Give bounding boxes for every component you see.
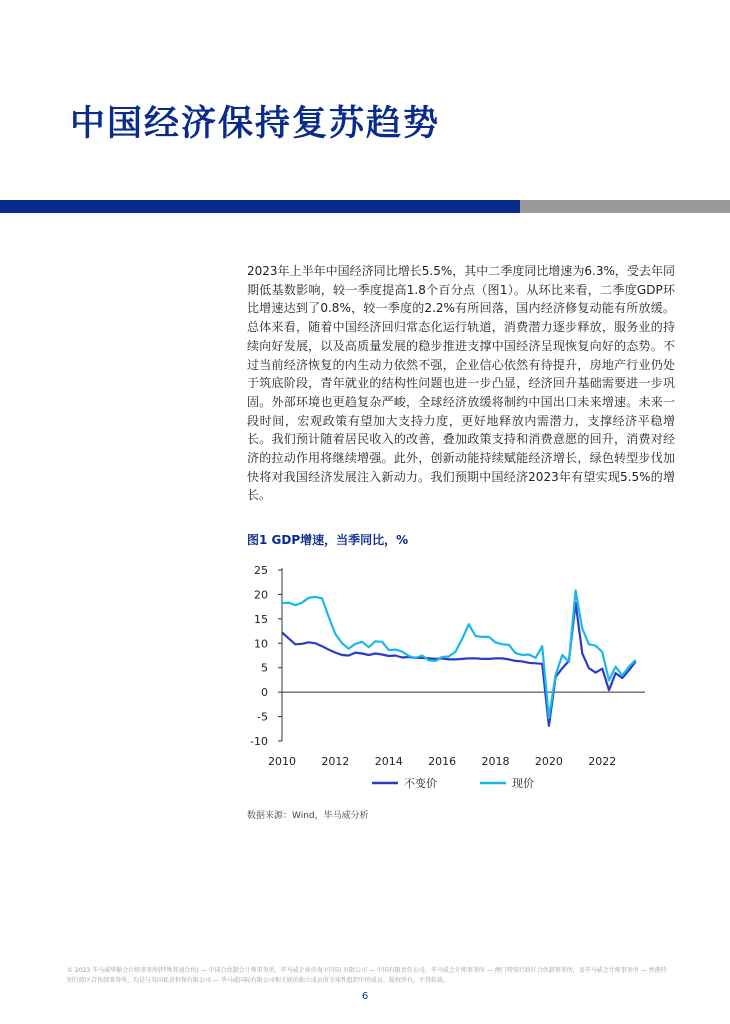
y-tick-label: -5 xyxy=(257,710,268,724)
y-tick-label: 5 xyxy=(261,661,268,675)
figure-caption: 图1 GDP增速，当季同比，% xyxy=(247,533,409,547)
legend-label: 现价 xyxy=(512,777,534,790)
x-tick-label: 2020 xyxy=(534,755,563,768)
x-axis-ticks xyxy=(268,755,616,768)
legend-label: 不变价 xyxy=(404,777,437,790)
chart-legend xyxy=(372,776,534,790)
page-number: 6 xyxy=(361,991,369,1002)
header-band-gray xyxy=(520,200,730,213)
x-tick-label: 2018 xyxy=(481,755,510,768)
y-tick-label: -10 xyxy=(250,735,268,748)
header-band-blue xyxy=(0,200,520,213)
gdp-growth-chart xyxy=(240,555,660,795)
page-title: 中国经济保持复苏趋势 xyxy=(70,104,441,144)
x-tick-label: 2016 xyxy=(428,755,457,768)
x-tick-label: 2014 xyxy=(374,755,403,768)
x-tick-label: 2012 xyxy=(321,755,350,768)
x-tick-label: 2022 xyxy=(588,755,617,768)
x-tick-label: 2010 xyxy=(268,755,296,768)
chart-series-lines xyxy=(282,591,636,726)
y-tick-label: 20 xyxy=(254,588,268,602)
y-tick-label: 15 xyxy=(254,612,268,626)
series-line-0 xyxy=(282,603,636,726)
data-source: 数据来源：Wind，毕马威分析 xyxy=(247,811,369,821)
body-paragraph: 2023年上半年中国经济同比增长5.5%，其中二季度同比增速为6.3%，受去年同期低基数影响，较一季度提高1.8个百分点（图1）。从环比来看，二季度GDP环比增速达到了0.8%，较一季度的2.2%有所回落，国内经济修复动能有所放缓。总体来看，随着中国经济回归常态化运行轨道，消费潜力逐步释放，服务业的持续向好发展，以及高质量发展的稳步推进支撑中国经济呈现恢复向好的态势。不过当前经济恢复的内生动力依然不强，企业信心依然有待提升，房地产行业仍处于筑底阶段，青年就业的结构性问题也进一步凸显，经济回升基础需要进一步巩固。外部环境也更趋复杂严峻，全球经济放缓将制约中国出口未来增速。未来一段时间，宏观政策有望加大支持力度，更好地释放内需潜力，支撑经济平稳增长。我们预计随着居民收入的改善，叠加政策支持和消费意愿的回升，消费对经济的拉动作用将继续增强。此外，创新动能持续赋能经济增长，绿色转型步伐加快将对我国经济发展注入新动力。我们预期中国经济2023年有望实现5.5%的增长。 xyxy=(247,264,675,503)
y-axis-ticks xyxy=(250,564,282,748)
y-tick-label: 10 xyxy=(254,637,268,651)
chart-axes xyxy=(282,568,645,741)
y-tick-label: 25 xyxy=(254,564,268,577)
footer-legal: © 2023 毕马威华振会计师事务所(特殊普通合伙) — 中国合伙制会计师事务所，毕马威企业咨询 (中国) 有限公司 — 中国有限责任公司，毕马威会计师事务所 — 澳门特别行政区合伙制事务所，及毕马威会计师事务所 — 香港特别行政区合伙制事务所，均是与英国私营担保有限公司 — 毕马威国际有限公司相关联的独立成员所全球性组织中的成员。版权所有，不得转载。 xyxy=(67,967,667,984)
y-tick-label: 0 xyxy=(261,686,268,700)
